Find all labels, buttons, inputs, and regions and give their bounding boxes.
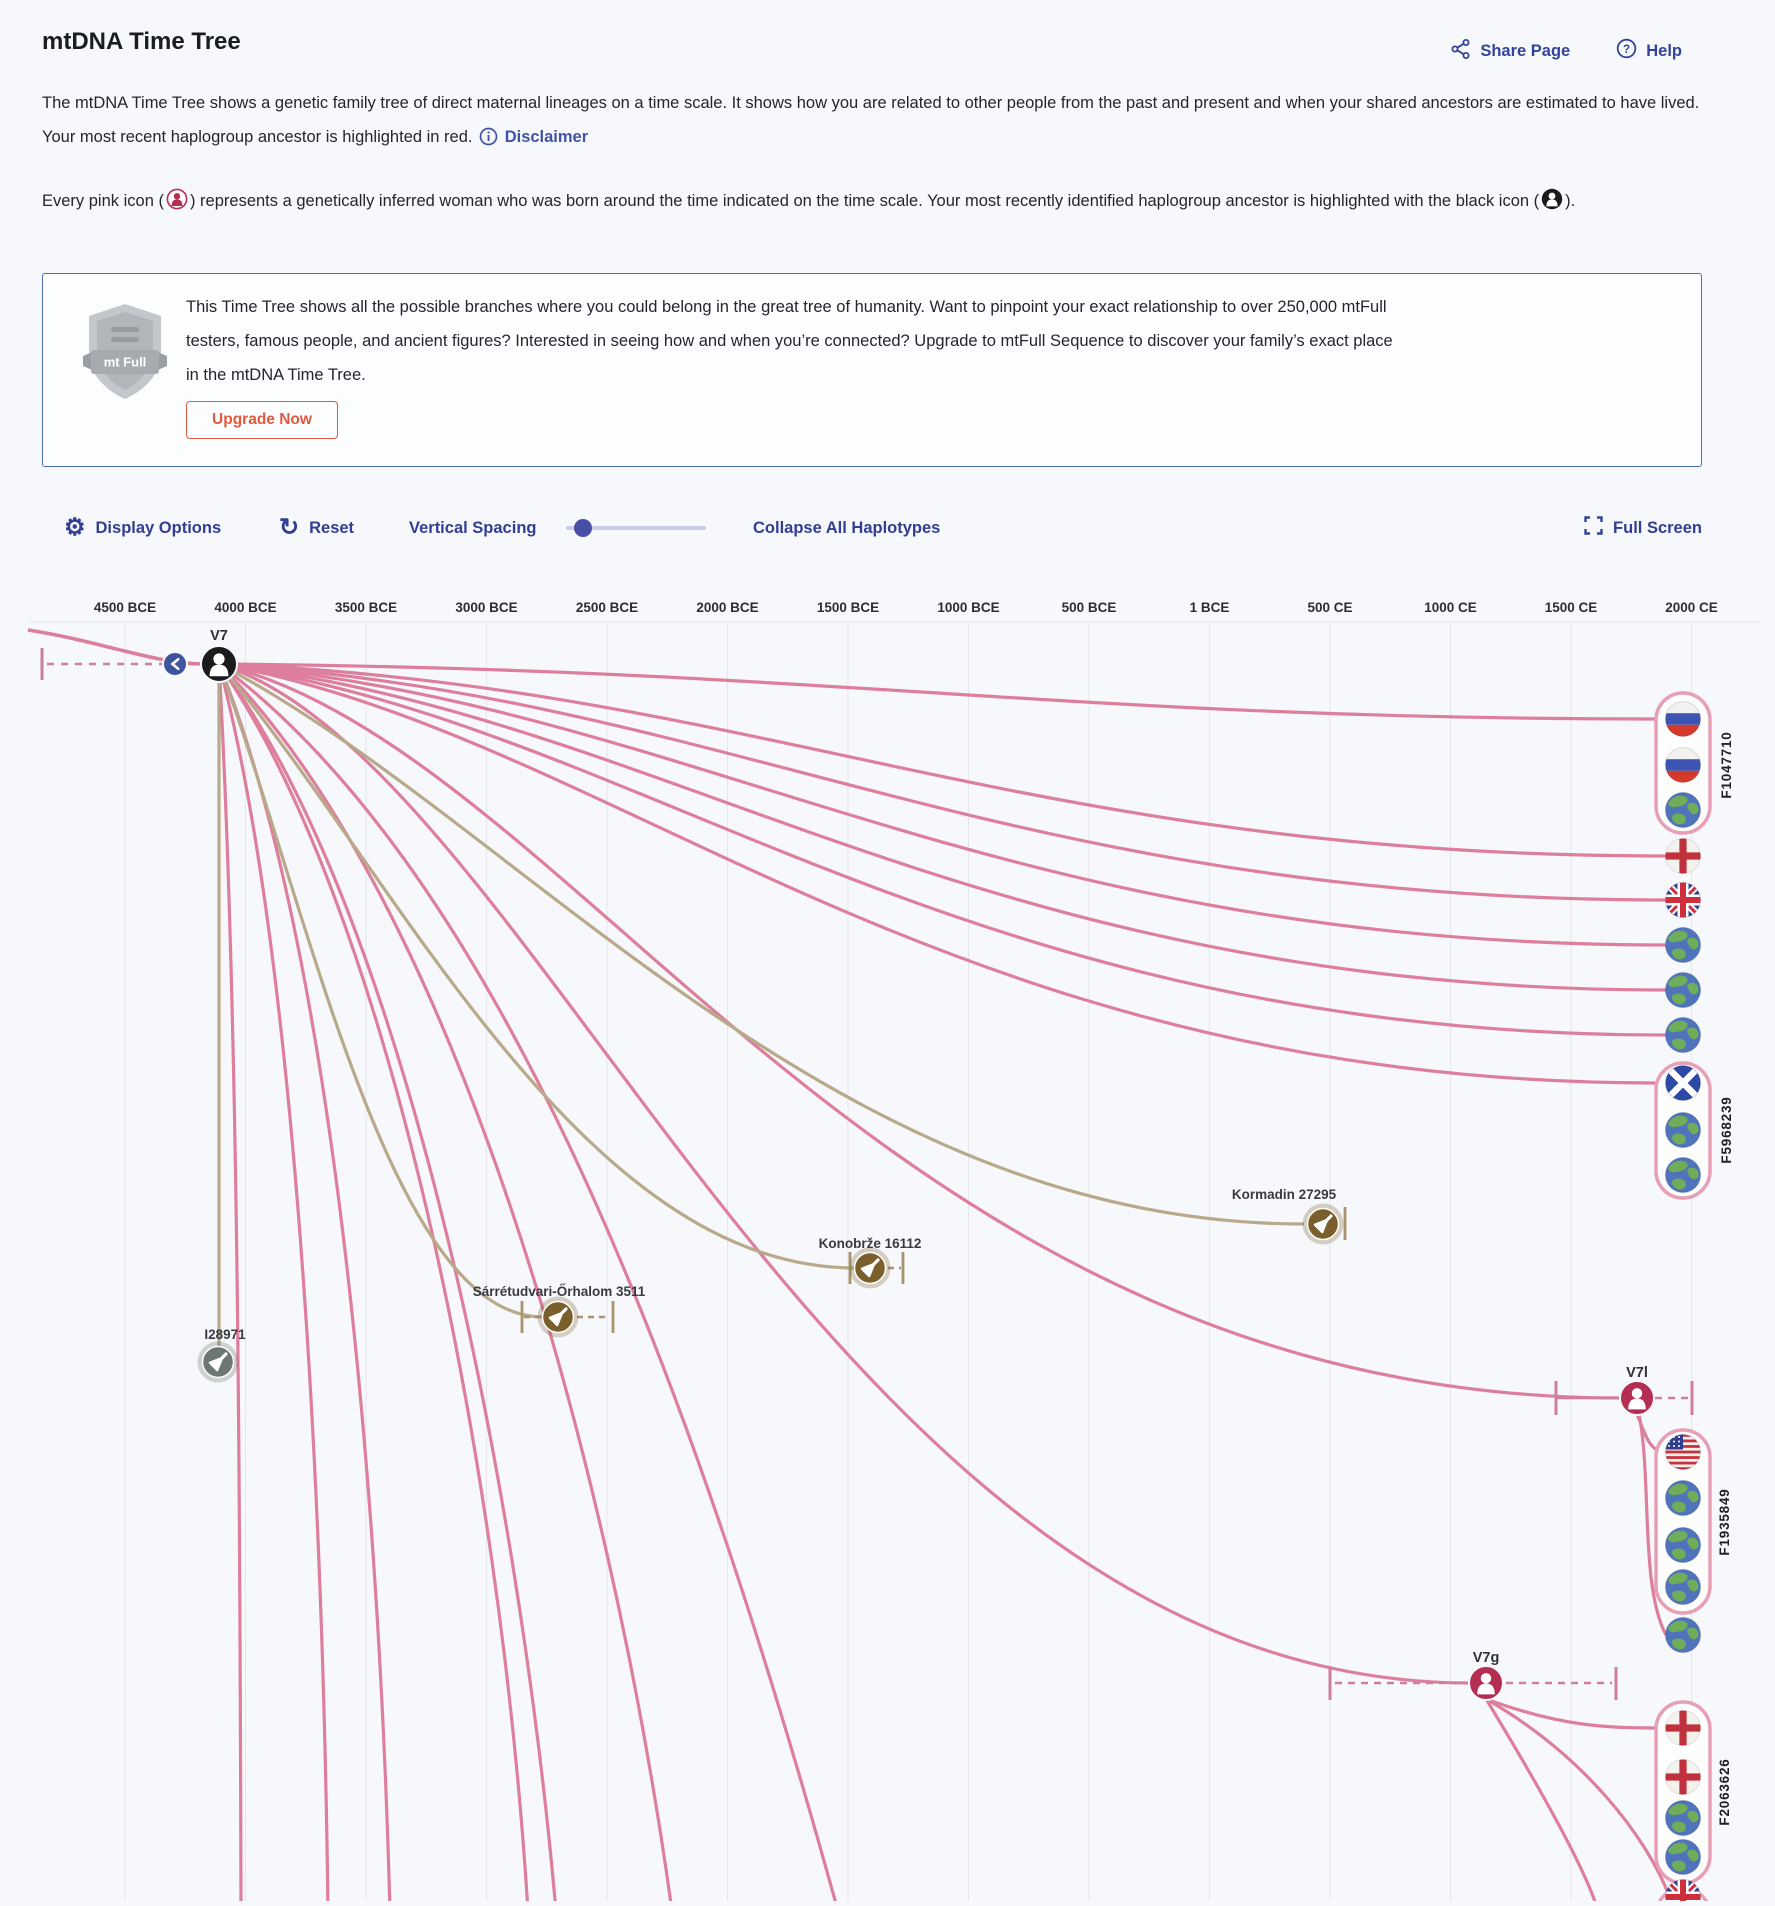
flag-usa-icon[interactable] xyxy=(1665,1434,1701,1470)
flag-uk-icon[interactable] xyxy=(1665,1879,1701,1901)
upgrade-now-button[interactable]: Upgrade Now xyxy=(186,401,338,439)
axis-tick: 1500 BCE xyxy=(816,600,880,615)
intro-paragraph xyxy=(42,86,1702,158)
share-icon xyxy=(1451,39,1471,64)
ancient-sample-kormadin[interactable] xyxy=(1303,1204,1344,1245)
collapse-branch-button[interactable] xyxy=(163,652,187,676)
help-label: Help xyxy=(1646,41,1682,60)
axis-tick: 500 CE xyxy=(1307,600,1353,615)
axis-tick: 3000 BCE xyxy=(455,600,518,615)
earth-icon[interactable] xyxy=(1666,1481,1701,1516)
confidence-whiskers xyxy=(42,648,1692,1700)
full-screen-button[interactable] xyxy=(1584,507,1702,549)
endpoint-icons xyxy=(1665,701,1701,1901)
group-label-f2063626: F2063626 xyxy=(1717,1758,1732,1826)
gear-icon: ⚙ xyxy=(64,514,86,541)
disclaimer-link[interactable]: Disclaimer xyxy=(504,128,589,146)
share-page-button[interactable] xyxy=(1451,39,1570,64)
node-V7g[interactable] xyxy=(1469,1666,1503,1700)
group-label-f1935849: F1935849 xyxy=(1717,1488,1732,1556)
axis-tick: 1 BCE xyxy=(1189,600,1230,615)
black-woman-icon xyxy=(1541,188,1563,222)
page-title: mtDNA Time Tree xyxy=(42,28,241,55)
reset-icon: ↻ xyxy=(279,514,300,541)
axis-tick: 3500 BCE xyxy=(334,600,398,615)
axis-tick: 1500 CE xyxy=(1544,600,1598,615)
axis-tick: 4000 BCE xyxy=(214,600,277,615)
flag-england-icon[interactable] xyxy=(1665,1759,1701,1795)
legend-text-b: ) represents a genetically inferred woman who was born around the time indicated on the time scale. Your most recently identified haplogroup ancestor is highlighted with the black icon ( xyxy=(189,192,1540,210)
root-node-label: V7 xyxy=(210,628,228,644)
svg-text:?: ? xyxy=(1623,44,1631,56)
chart-toolbar xyxy=(42,507,1702,549)
flag-uk-icon[interactable] xyxy=(1665,882,1701,918)
earth-icon[interactable] xyxy=(1666,1618,1701,1653)
ancient-sample-sarretudvari[interactable] xyxy=(538,1297,579,1338)
earth-icon[interactable] xyxy=(1666,973,1701,1008)
time-axis-labels xyxy=(94,600,1718,615)
node-V7l[interactable] xyxy=(1620,1381,1654,1415)
share-page-label: Share Page xyxy=(1480,41,1571,60)
axis-tick: 500 BCE xyxy=(1061,600,1117,615)
node-label-v7g: V7g xyxy=(1472,1650,1500,1666)
help-icon xyxy=(1616,38,1637,64)
legend-paragraph xyxy=(42,184,1702,222)
upgrade-text: This Time Tree shows all the possible branches where you could belong in the great tree of humanity. Want to pinpoint your exact relationship to over 250,000 mtFull testers, famous people, and ancient figures? Interested in seeing how and when you’re connected? Upgrade to mtFull Sequence to discover your family’s exact place in the mtDNA Time Tree. xyxy=(186,298,1393,384)
axis-tick: 2500 BCE xyxy=(575,600,639,615)
vertical-spacing-slider[interactable] xyxy=(566,526,706,530)
earth-icon[interactable] xyxy=(1666,1113,1701,1148)
axis-tick: 4500 BCE xyxy=(93,600,157,615)
earth-icon[interactable] xyxy=(1666,1528,1701,1563)
collapse-all-button[interactable] xyxy=(753,507,940,549)
header-actions xyxy=(1451,38,1682,64)
ancient-sample-label: Sárrétudvari-Őrhalom 3511 xyxy=(472,1284,646,1299)
help-button[interactable] xyxy=(1616,38,1682,64)
full-screen-icon xyxy=(1584,516,1603,540)
group-label-f5968239: F5968239 xyxy=(1719,1096,1734,1164)
flag-england-icon[interactable] xyxy=(1665,1710,1701,1746)
earth-icon[interactable] xyxy=(1666,928,1701,963)
full-screen-label: Full Screen xyxy=(1613,518,1702,537)
earth-icon[interactable] xyxy=(1666,1018,1701,1053)
vertical-spacing-label: Vertical Spacing xyxy=(409,518,537,537)
upgrade-banner xyxy=(42,273,1702,467)
display-options-label: Display Options xyxy=(95,518,222,537)
legend-text-a: Every pink icon ( xyxy=(42,192,164,210)
earth-icon[interactable] xyxy=(1666,1158,1701,1193)
slider-thumb[interactable] xyxy=(574,519,592,537)
axis-tick: 1000 CE xyxy=(1424,600,1477,615)
flag-russia-icon[interactable] xyxy=(1665,747,1701,783)
info-icon[interactable] xyxy=(479,124,498,158)
reset-button[interactable] xyxy=(279,507,354,549)
intro-text: The mtDNA Time Tree shows a genetic family tree of direct maternal lineages on a time scale. It shows how you are related to other people from the past and present and when your shared ancestors are estimated to have lived. Your most recent haplogroup ancestor is highlighted in red. xyxy=(42,94,1700,146)
ancient-sample-konobrze[interactable] xyxy=(850,1248,891,1289)
earth-icon[interactable] xyxy=(1666,1570,1701,1605)
root-node-V7[interactable] xyxy=(201,646,237,682)
node-label-v7l: V7l xyxy=(1626,1365,1648,1381)
display-options-button[interactable] xyxy=(64,507,221,549)
group-label-f1047710: F1047710 xyxy=(1719,731,1734,799)
earth-icon[interactable] xyxy=(1666,1801,1701,1836)
ancient-sample-label: I28971 xyxy=(204,1327,246,1342)
collapse-all-label: Collapse All Haplotypes xyxy=(753,518,941,537)
legend-text-c: ). xyxy=(1565,192,1576,210)
ancient-sample-i28971[interactable] xyxy=(198,1342,239,1383)
axis-tick: 2000 CE xyxy=(1665,600,1718,615)
flag-russia-icon[interactable] xyxy=(1665,701,1701,737)
earth-icon[interactable] xyxy=(1666,1840,1701,1875)
axis-tick: 1000 BCE xyxy=(937,600,1000,615)
reset-label: Reset xyxy=(309,518,355,537)
mtfull-badge xyxy=(77,300,173,409)
ancient-sample-label: Kormadin 27295 xyxy=(1231,1187,1337,1202)
mtfull-badge-label: mt Full xyxy=(103,354,147,370)
time-tree-chart xyxy=(0,581,1775,1901)
flag-scotland-icon[interactable] xyxy=(1665,1065,1701,1101)
axis-tick: 2000 BCE xyxy=(696,600,759,615)
flag-england-icon[interactable] xyxy=(1665,838,1701,874)
earth-icon[interactable] xyxy=(1666,793,1701,828)
pink-woman-icon xyxy=(166,188,188,222)
ancient-sample-label: Konobrže 16112 xyxy=(818,1236,922,1251)
